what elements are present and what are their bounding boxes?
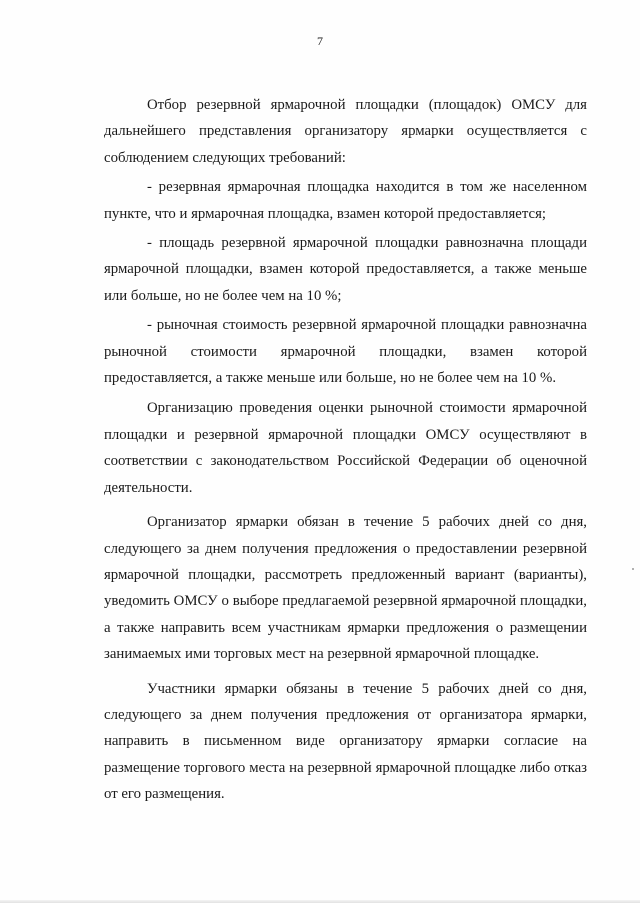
document-body xyxy=(104,92,587,808)
paragraph-organizer-obligations: Организатор ярмарки обязан в течение 5 рабочих дней со дня, следующего за днем получения предложения о предоставлении резервной ярмарочной площадки, рассмотреть предложенный вариант (варианты), уведомить ОМСУ о выборе предлагаемой резервной ярмарочной площадки, а также направить всем участникам ярмарки предложения о размещении занимаемых ими торговых мест на резервной ярмарочной площадке. xyxy=(104,514,587,663)
paragraph-participant-obligations: Участники ярмарки обязаны в течение 5 рабочих дней со дня, следующего за днем получения предложения от организатора ярмарки, направить в письменном виде организатору ярмарки согласие на размещение торгового места на резервной ярмарочной площадке либо отказ от его размещения. xyxy=(104,680,587,803)
scan-edge-mark xyxy=(632,568,634,570)
paragraph-same-settlement: - резервная ярмарочная площадка находится в том же населенном пункте, что и ярмарочная площадка, взамен которой предоставляется; xyxy=(104,179,587,222)
paragraph-market-value-equivalence: - рыночная стоимость резервной ярмарочной площадки равнозначна рыночной стоимости ярмарочной площадки, взамен которой предоставляется, а также меньше или больше, но не более чем на 10 %. xyxy=(104,317,587,387)
paragraph-valuation-organization: Организацию проведения оценки рыночной стоимости ярмарочной площадки и резервной ярмарочной площадки ОМСУ осуществляют в соответствии с законодательством Российской Федерации об оценочной деятельности. xyxy=(104,400,587,496)
page-number: 7 xyxy=(317,34,323,48)
paragraph-selection-requirements: Отбор резервной ярмарочной площадки (площадок) ОМСУ для дальнейшего представления организатору ярмарки осуществляется с соблюдением следующих требований: xyxy=(104,97,587,166)
paragraph-area-equivalence: - площадь резервной ярмарочной площадки равнозначна площади ярмарочной площадки, взамен которой предоставляется, а также меньше или больше, но не более чем на 10 %; xyxy=(104,235,587,304)
